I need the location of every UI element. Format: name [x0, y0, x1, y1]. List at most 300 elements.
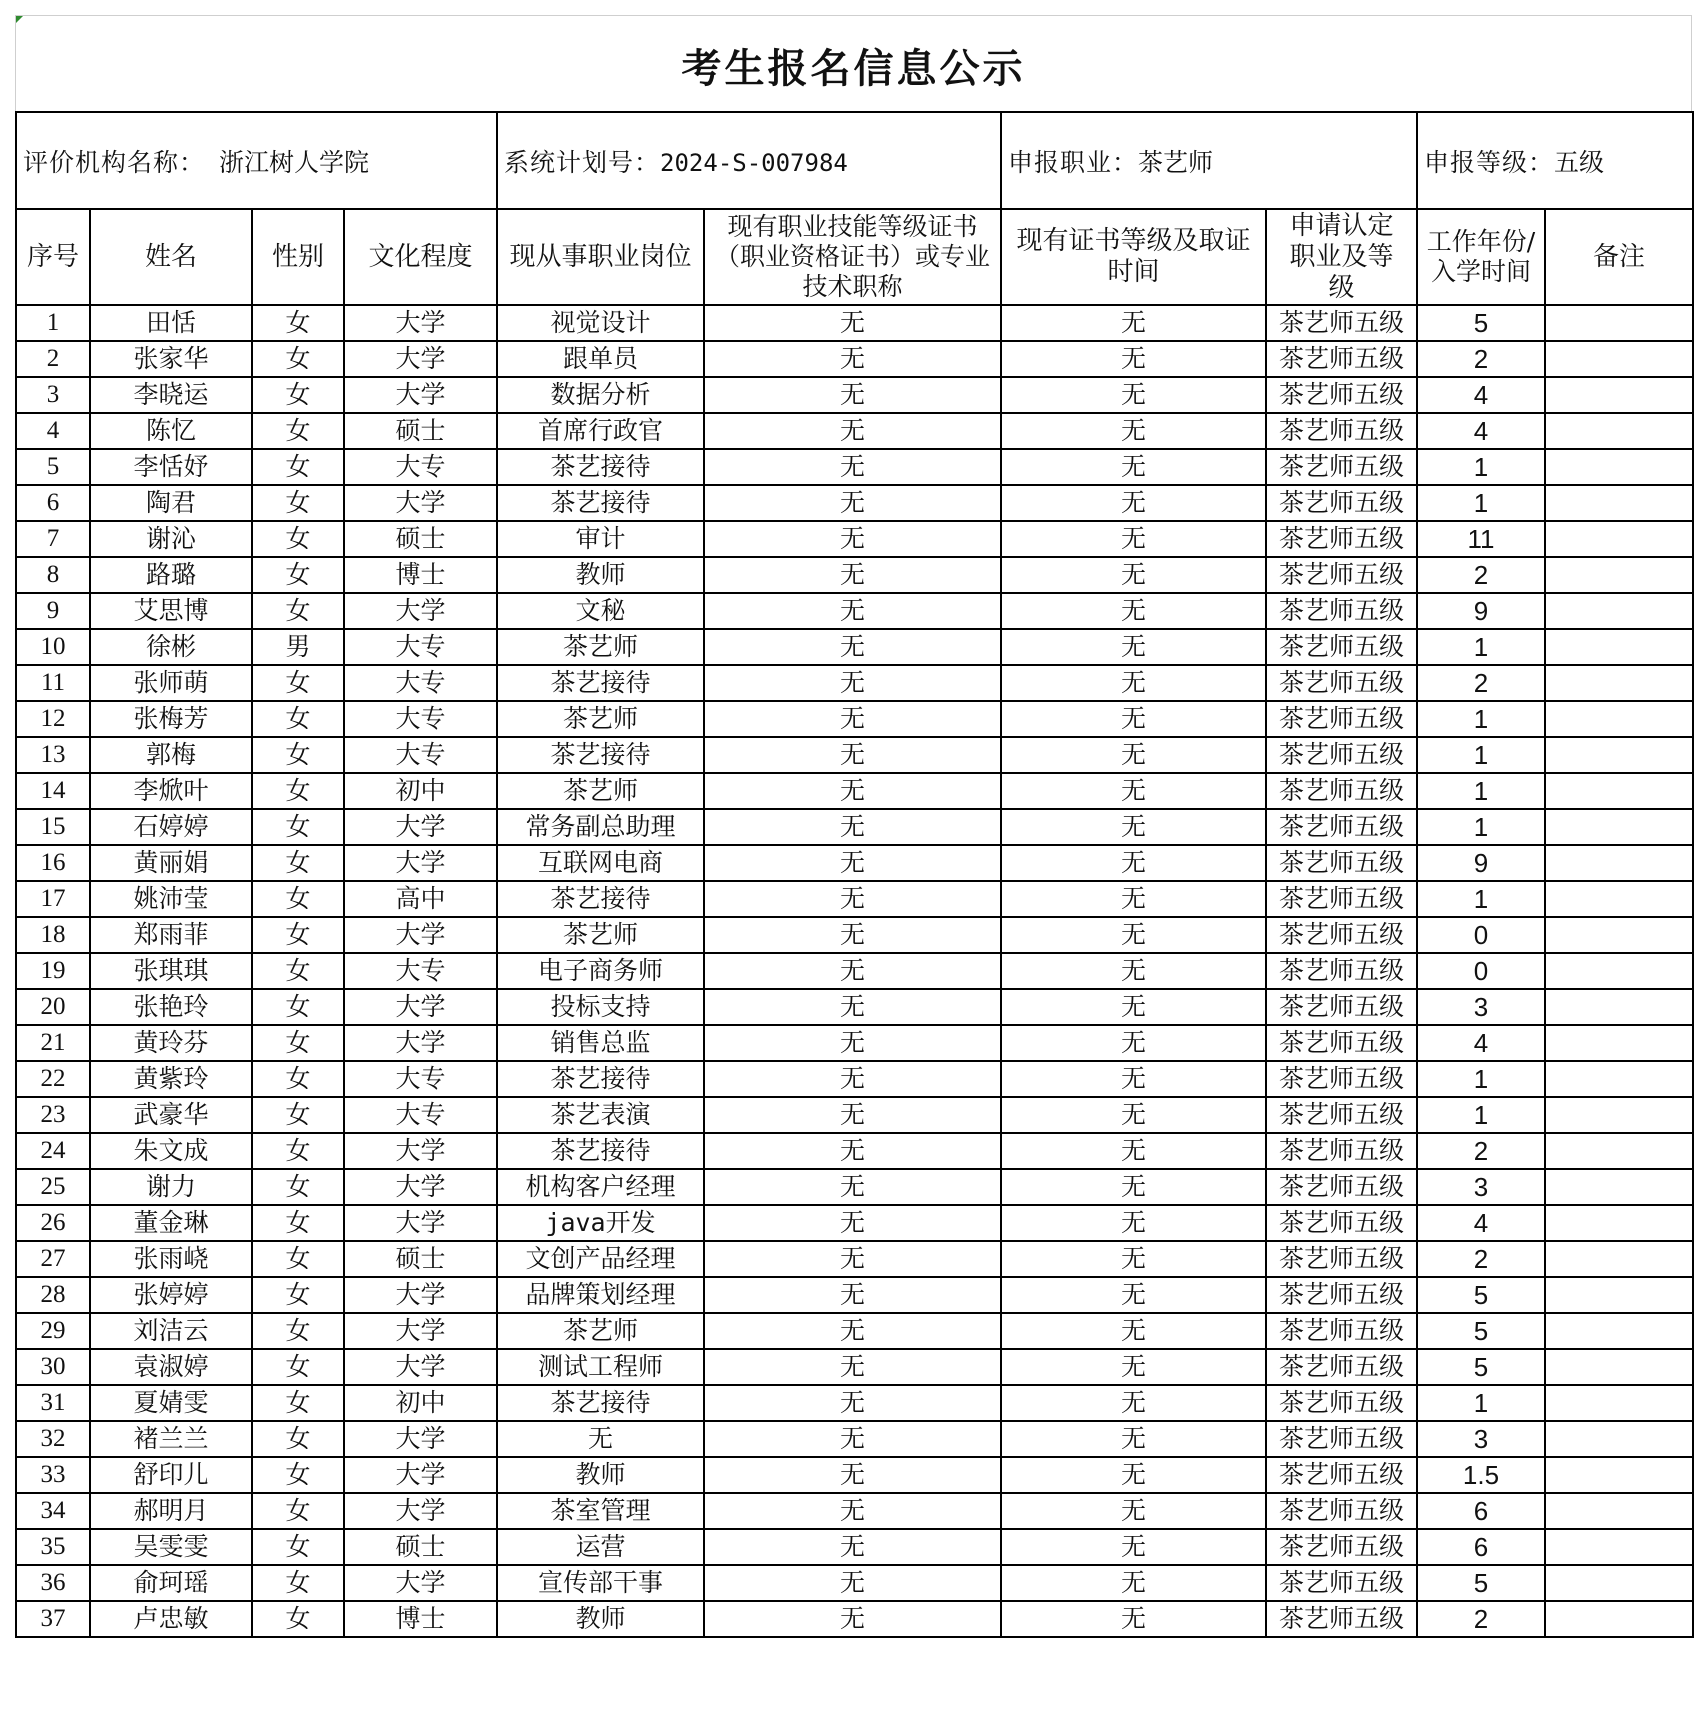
cell-name[interactable]: 谢力 [90, 1169, 252, 1205]
cell-years[interactable]: 1 [1417, 449, 1545, 485]
cell-cert[interactable]: 无 [704, 413, 1001, 449]
cell-cert-time[interactable]: 无 [1001, 1205, 1266, 1241]
cell-remark[interactable] [1545, 1601, 1693, 1637]
cell-gender[interactable]: 女 [252, 845, 344, 881]
cell-apply[interactable]: 茶艺师五级 [1266, 1349, 1417, 1385]
cell-position[interactable]: 文秘 [497, 593, 704, 629]
cell-name[interactable]: 张师萌 [90, 665, 252, 701]
cell-cert[interactable]: 无 [704, 1601, 1001, 1637]
cell-remark[interactable] [1545, 737, 1693, 773]
cell-name[interactable]: 刘洁云 [90, 1313, 252, 1349]
cell-education[interactable]: 大学 [344, 341, 497, 377]
cell-gender[interactable]: 女 [252, 1025, 344, 1061]
cell-cert[interactable]: 无 [704, 1205, 1001, 1241]
cell-position[interactable]: 茶艺师 [497, 629, 704, 665]
cell-remark[interactable] [1545, 1493, 1693, 1529]
col-seq[interactable]: 序号 [16, 209, 90, 305]
cell-gender[interactable]: 男 [252, 629, 344, 665]
cell-position[interactable]: 茶艺接待 [497, 449, 704, 485]
cell-years[interactable]: 2 [1417, 341, 1545, 377]
col-years[interactable]: 工作年份/入学时间 [1417, 209, 1545, 305]
cell-education[interactable]: 博士 [344, 1601, 497, 1637]
cell-years[interactable]: 6 [1417, 1529, 1545, 1565]
cell-education[interactable]: 大学 [344, 1313, 497, 1349]
cell-gender[interactable]: 女 [252, 737, 344, 773]
cell-education[interactable]: 大专 [344, 737, 497, 773]
cell-cert[interactable]: 无 [704, 629, 1001, 665]
cell-remark[interactable] [1545, 1241, 1693, 1277]
cell-gender[interactable]: 女 [252, 341, 344, 377]
cell-cert[interactable]: 无 [704, 1349, 1001, 1385]
cell-cert[interactable]: 无 [704, 485, 1001, 521]
cell-cert-time[interactable]: 无 [1001, 593, 1266, 629]
cell-position[interactable]: 茶艺接待 [497, 881, 704, 917]
cell-position[interactable]: 数据分析 [497, 377, 704, 413]
cell-position[interactable]: 茶艺接待 [497, 1385, 704, 1421]
cell-education[interactable]: 硕士 [344, 1529, 497, 1565]
cell-name[interactable]: 郑雨菲 [90, 917, 252, 953]
cell-position[interactable]: 茶艺师 [497, 773, 704, 809]
cell-cert-time[interactable]: 无 [1001, 341, 1266, 377]
cell-gender[interactable]: 女 [252, 1601, 344, 1637]
cell-education[interactable]: 大学 [344, 1565, 497, 1601]
cell-cert[interactable]: 无 [704, 341, 1001, 377]
cell-remark[interactable] [1545, 377, 1693, 413]
cell-cert-time[interactable]: 无 [1001, 1277, 1266, 1313]
cell-education[interactable]: 初中 [344, 773, 497, 809]
cell-remark[interactable] [1545, 1529, 1693, 1565]
cell-seq[interactable]: 17 [16, 881, 90, 917]
cell-seq[interactable]: 35 [16, 1529, 90, 1565]
cell-cert[interactable]: 无 [704, 773, 1001, 809]
cell-years[interactable]: 1 [1417, 737, 1545, 773]
cell-apply[interactable]: 茶艺师五级 [1266, 1061, 1417, 1097]
cell-gender[interactable]: 女 [252, 773, 344, 809]
cell-years[interactable]: 3 [1417, 989, 1545, 1025]
cell-seq[interactable]: 23 [16, 1097, 90, 1133]
cell-apply[interactable]: 茶艺师五级 [1266, 881, 1417, 917]
cell-apply[interactable]: 茶艺师五级 [1266, 521, 1417, 557]
cell-gender[interactable]: 女 [252, 1421, 344, 1457]
cell-position[interactable]: 运营 [497, 1529, 704, 1565]
cell-gender[interactable]: 女 [252, 953, 344, 989]
cell-gender[interactable]: 女 [252, 557, 344, 593]
col-education[interactable]: 文化程度 [344, 209, 497, 305]
cell-gender[interactable]: 女 [252, 1457, 344, 1493]
cell-apply[interactable]: 茶艺师五级 [1266, 593, 1417, 629]
cell-position[interactable]: 茶艺接待 [497, 485, 704, 521]
cell-cert-time[interactable]: 无 [1001, 845, 1266, 881]
cell-gender[interactable]: 女 [252, 1133, 344, 1169]
cell-position[interactable]: 视觉设计 [497, 305, 704, 341]
cell-gender[interactable]: 女 [252, 917, 344, 953]
cell-name[interactable]: 石婷婷 [90, 809, 252, 845]
cell-cert[interactable]: 无 [704, 989, 1001, 1025]
cell-apply[interactable]: 茶艺师五级 [1266, 1421, 1417, 1457]
cell-cert-time[interactable]: 无 [1001, 305, 1266, 341]
cell-cert[interactable]: 无 [704, 701, 1001, 737]
cell-seq[interactable]: 29 [16, 1313, 90, 1349]
cell-education[interactable]: 大专 [344, 701, 497, 737]
cell-name[interactable]: 艾思博 [90, 593, 252, 629]
cell-seq[interactable]: 21 [16, 1025, 90, 1061]
cell-education[interactable]: 大学 [344, 917, 497, 953]
cell-education[interactable]: 硕士 [344, 521, 497, 557]
cell-position[interactable]: 教师 [497, 557, 704, 593]
cell-apply[interactable]: 茶艺师五级 [1266, 557, 1417, 593]
cell-education[interactable]: 大专 [344, 1061, 497, 1097]
col-remark[interactable]: 备注 [1545, 209, 1693, 305]
cell-gender[interactable]: 女 [252, 989, 344, 1025]
cell-cert-time[interactable]: 无 [1001, 881, 1266, 917]
cell-cert-time[interactable]: 无 [1001, 1097, 1266, 1133]
cell-seq[interactable]: 24 [16, 1133, 90, 1169]
cell-apply[interactable]: 茶艺师五级 [1266, 1601, 1417, 1637]
cell-position[interactable]: 销售总监 [497, 1025, 704, 1061]
cell-gender[interactable]: 女 [252, 1385, 344, 1421]
cell-gender[interactable]: 女 [252, 593, 344, 629]
cell-seq[interactable]: 8 [16, 557, 90, 593]
cell-apply[interactable]: 茶艺师五级 [1266, 1493, 1417, 1529]
cell-position[interactable]: 茶艺接待 [497, 737, 704, 773]
cell-years[interactable]: 1 [1417, 1385, 1545, 1421]
cell-apply[interactable]: 茶艺师五级 [1266, 1313, 1417, 1349]
cell-cert-time[interactable]: 无 [1001, 773, 1266, 809]
cell-education[interactable]: 大学 [344, 1169, 497, 1205]
cell-cert-time[interactable]: 无 [1001, 737, 1266, 773]
cell-apply[interactable]: 茶艺师五级 [1266, 917, 1417, 953]
cell-years[interactable]: 1 [1417, 1061, 1545, 1097]
cell-seq[interactable]: 16 [16, 845, 90, 881]
cell-cert-time[interactable]: 无 [1001, 557, 1266, 593]
cell-seq[interactable]: 1 [16, 305, 90, 341]
cell-remark[interactable] [1545, 1133, 1693, 1169]
cell-apply[interactable]: 茶艺师五级 [1266, 1241, 1417, 1277]
cell-years[interactable]: 5 [1417, 305, 1545, 341]
cell-position[interactable]: 宣传部干事 [497, 1565, 704, 1601]
cell-cert-time[interactable]: 无 [1001, 449, 1266, 485]
cell-cert[interactable]: 无 [704, 1457, 1001, 1493]
cell-years[interactable]: 5 [1417, 1565, 1545, 1601]
cell-cert[interactable]: 无 [704, 593, 1001, 629]
cell-remark[interactable] [1545, 485, 1693, 521]
cell-apply[interactable]: 茶艺师五级 [1266, 809, 1417, 845]
cell-remark[interactable] [1545, 629, 1693, 665]
cell-name[interactable]: 郭梅 [90, 737, 252, 773]
cell-gender[interactable]: 女 [252, 1565, 344, 1601]
cell-remark[interactable] [1545, 1421, 1693, 1457]
cell-cert[interactable]: 无 [704, 737, 1001, 773]
cell-seq[interactable]: 32 [16, 1421, 90, 1457]
cell-gender[interactable]: 女 [252, 377, 344, 413]
cell-remark[interactable] [1545, 1385, 1693, 1421]
cell-years[interactable]: 5 [1417, 1349, 1545, 1385]
cell-name[interactable]: 李晓运 [90, 377, 252, 413]
cell-position[interactable]: 测试工程师 [497, 1349, 704, 1385]
cell-cert-time[interactable]: 无 [1001, 377, 1266, 413]
cell-education[interactable]: 硕士 [344, 413, 497, 449]
cell-remark[interactable] [1545, 557, 1693, 593]
cell-seq[interactable]: 22 [16, 1061, 90, 1097]
cell-education[interactable]: 博士 [344, 557, 497, 593]
cell-name[interactable]: 黄紫玲 [90, 1061, 252, 1097]
cell-apply[interactable]: 茶艺师五级 [1266, 845, 1417, 881]
cell-cert-time[interactable]: 无 [1001, 1457, 1266, 1493]
cell-remark[interactable] [1545, 1061, 1693, 1097]
cell-apply[interactable]: 茶艺师五级 [1266, 1133, 1417, 1169]
cell-name[interactable]: 朱文成 [90, 1133, 252, 1169]
cell-name[interactable]: 袁淑婷 [90, 1349, 252, 1385]
cell-education[interactable]: 大专 [344, 665, 497, 701]
cell-position[interactable]: 互联网电商 [497, 845, 704, 881]
cell-seq[interactable]: 14 [16, 773, 90, 809]
cell-cert-time[interactable]: 无 [1001, 1025, 1266, 1061]
cell-apply[interactable]: 茶艺师五级 [1266, 1385, 1417, 1421]
cell-cert-time[interactable]: 无 [1001, 1493, 1266, 1529]
cell-years[interactable]: 2 [1417, 1133, 1545, 1169]
cell-gender[interactable]: 女 [252, 485, 344, 521]
cell-position[interactable]: 茶艺接待 [497, 665, 704, 701]
cell-seq[interactable]: 15 [16, 809, 90, 845]
cell-position[interactable]: 电子商务师 [497, 953, 704, 989]
cell-years[interactable]: 0 [1417, 953, 1545, 989]
cell-remark[interactable] [1545, 1169, 1693, 1205]
cell-cert-time[interactable]: 无 [1001, 1169, 1266, 1205]
cell-seq[interactable]: 31 [16, 1385, 90, 1421]
cell-gender[interactable]: 女 [252, 1529, 344, 1565]
cell-years[interactable]: 1 [1417, 485, 1545, 521]
cell-remark[interactable] [1545, 1277, 1693, 1313]
cell-seq[interactable]: 25 [16, 1169, 90, 1205]
col-position[interactable]: 现从事职业岗位 [497, 209, 704, 305]
cell-cert-time[interactable]: 无 [1001, 1385, 1266, 1421]
cell-years[interactable]: 1 [1417, 881, 1545, 917]
cell-education[interactable]: 大专 [344, 629, 497, 665]
cell-cert-time[interactable]: 无 [1001, 485, 1266, 521]
cell-education[interactable]: 大学 [344, 1133, 497, 1169]
cell-remark[interactable] [1545, 521, 1693, 557]
cell-education[interactable]: 大学 [344, 485, 497, 521]
cell-position[interactable]: java开发 [497, 1205, 704, 1241]
cell-remark[interactable] [1545, 341, 1693, 377]
cell-years[interactable]: 3 [1417, 1169, 1545, 1205]
cell-cert[interactable]: 无 [704, 377, 1001, 413]
cell-cert[interactable]: 无 [704, 1313, 1001, 1349]
cell-seq[interactable]: 33 [16, 1457, 90, 1493]
cell-seq[interactable]: 11 [16, 665, 90, 701]
cell-apply[interactable]: 茶艺师五级 [1266, 1097, 1417, 1133]
cell-remark[interactable] [1545, 1313, 1693, 1349]
cell-gender[interactable]: 女 [252, 881, 344, 917]
cell-education[interactable]: 高中 [344, 881, 497, 917]
plan-cell[interactable] [497, 112, 1001, 209]
cell-name[interactable]: 陈忆 [90, 413, 252, 449]
cell-cert[interactable]: 无 [704, 1097, 1001, 1133]
cell-remark[interactable] [1545, 1457, 1693, 1493]
cell-gender[interactable]: 女 [252, 305, 344, 341]
cell-seq[interactable]: 13 [16, 737, 90, 773]
cell-seq[interactable]: 10 [16, 629, 90, 665]
cell-cert-time[interactable]: 无 [1001, 1601, 1266, 1637]
cell-name[interactable]: 徐彬 [90, 629, 252, 665]
cell-cert[interactable]: 无 [704, 521, 1001, 557]
cell-cert[interactable]: 无 [704, 1277, 1001, 1313]
cell-years[interactable]: 5 [1417, 1313, 1545, 1349]
cell-remark[interactable] [1545, 665, 1693, 701]
cell-apply[interactable]: 茶艺师五级 [1266, 701, 1417, 737]
cell-seq[interactable]: 19 [16, 953, 90, 989]
cell-position[interactable]: 教师 [497, 1457, 704, 1493]
cell-seq[interactable]: 7 [16, 521, 90, 557]
cell-cert-time[interactable]: 无 [1001, 413, 1266, 449]
cell-education[interactable]: 硕士 [344, 1241, 497, 1277]
cell-remark[interactable] [1545, 413, 1693, 449]
cell-seq[interactable]: 26 [16, 1205, 90, 1241]
cell-cert-time[interactable]: 无 [1001, 989, 1266, 1025]
cell-cert-time[interactable]: 无 [1001, 1565, 1266, 1601]
cell-name[interactable]: 张艳玲 [90, 989, 252, 1025]
cell-gender[interactable]: 女 [252, 1205, 344, 1241]
cell-position[interactable]: 跟单员 [497, 341, 704, 377]
cell-name[interactable]: 俞珂瑶 [90, 1565, 252, 1601]
cell-name[interactable]: 郝明月 [90, 1493, 252, 1529]
cell-cert[interactable]: 无 [704, 1493, 1001, 1529]
cell-remark[interactable] [1545, 701, 1693, 737]
cell-name[interactable]: 吴雯雯 [90, 1529, 252, 1565]
cell-remark[interactable] [1545, 1565, 1693, 1601]
cell-seq[interactable]: 30 [16, 1349, 90, 1385]
cell-gender[interactable]: 女 [252, 665, 344, 701]
cell-cert[interactable]: 无 [704, 1385, 1001, 1421]
cell-education[interactable]: 大学 [344, 1277, 497, 1313]
cell-position[interactable]: 茶艺师 [497, 1313, 704, 1349]
cell-years[interactable]: 11 [1417, 521, 1545, 557]
cell-gender[interactable]: 女 [252, 521, 344, 557]
cell-cert-time[interactable]: 无 [1001, 953, 1266, 989]
cell-position[interactable]: 茶艺师 [497, 917, 704, 953]
cell-apply[interactable]: 茶艺师五级 [1266, 1565, 1417, 1601]
cell-cert[interactable]: 无 [704, 953, 1001, 989]
cell-apply[interactable]: 茶艺师五级 [1266, 305, 1417, 341]
cell-years[interactable]: 2 [1417, 665, 1545, 701]
cell-gender[interactable]: 女 [252, 809, 344, 845]
cell-position[interactable]: 茶艺师 [497, 701, 704, 737]
cell-years[interactable]: 6 [1417, 1493, 1545, 1529]
cell-years[interactable]: 4 [1417, 1025, 1545, 1061]
cell-gender[interactable]: 女 [252, 1277, 344, 1313]
cell-remark[interactable] [1545, 593, 1693, 629]
cell-name[interactable]: 张婷婷 [90, 1277, 252, 1313]
col-apply[interactable]: 申请认定职业及等级 [1266, 209, 1417, 305]
cell-remark[interactable] [1545, 953, 1693, 989]
cell-name[interactable]: 张琪琪 [90, 953, 252, 989]
cell-gender[interactable]: 女 [252, 413, 344, 449]
cell-years[interactable]: 9 [1417, 845, 1545, 881]
cell-apply[interactable]: 茶艺师五级 [1266, 953, 1417, 989]
level-cell[interactable] [1417, 112, 1693, 209]
cell-remark[interactable] [1545, 989, 1693, 1025]
cell-remark[interactable] [1545, 809, 1693, 845]
cell-apply[interactable]: 茶艺师五级 [1266, 1529, 1417, 1565]
cell-apply[interactable]: 茶艺师五级 [1266, 449, 1417, 485]
cell-name[interactable]: 路璐 [90, 557, 252, 593]
cell-seq[interactable]: 20 [16, 989, 90, 1025]
cell-years[interactable]: 1 [1417, 701, 1545, 737]
cell-position[interactable]: 投标支持 [497, 989, 704, 1025]
cell-seq[interactable]: 5 [16, 449, 90, 485]
cell-cert[interactable]: 无 [704, 557, 1001, 593]
cell-cert-time[interactable]: 无 [1001, 1061, 1266, 1097]
cell-cert[interactable]: 无 [704, 1133, 1001, 1169]
cell-cert[interactable]: 无 [704, 1421, 1001, 1457]
cell-apply[interactable]: 茶艺师五级 [1266, 773, 1417, 809]
cell-name[interactable]: 田恬 [90, 305, 252, 341]
cell-cert[interactable]: 无 [704, 1529, 1001, 1565]
cell-seq[interactable]: 37 [16, 1601, 90, 1637]
cell-remark[interactable] [1545, 305, 1693, 341]
cell-education[interactable]: 大学 [344, 1205, 497, 1241]
cell-apply[interactable]: 茶艺师五级 [1266, 665, 1417, 701]
cell-seq[interactable]: 27 [16, 1241, 90, 1277]
cell-cert[interactable]: 无 [704, 665, 1001, 701]
cell-name[interactable]: 李恬妤 [90, 449, 252, 485]
cell-seq[interactable]: 36 [16, 1565, 90, 1601]
cell-name[interactable]: 黄丽娟 [90, 845, 252, 881]
cell-years[interactable]: 4 [1417, 1205, 1545, 1241]
cell-gender[interactable]: 女 [252, 1493, 344, 1529]
cell-position[interactable]: 首席行政官 [497, 413, 704, 449]
cell-cert-time[interactable]: 无 [1001, 1529, 1266, 1565]
cell-years[interactable]: 1 [1417, 1097, 1545, 1133]
cell-position[interactable]: 茶艺接待 [497, 1061, 704, 1097]
cell-seq[interactable]: 28 [16, 1277, 90, 1313]
cell-apply[interactable]: 茶艺师五级 [1266, 485, 1417, 521]
cell-seq[interactable]: 34 [16, 1493, 90, 1529]
cell-education[interactable]: 大专 [344, 449, 497, 485]
cell-cert-time[interactable]: 无 [1001, 1241, 1266, 1277]
cell-cert[interactable]: 无 [704, 917, 1001, 953]
cell-remark[interactable] [1545, 845, 1693, 881]
cell-position[interactable]: 茶室管理 [497, 1493, 704, 1529]
cell-remark[interactable] [1545, 1025, 1693, 1061]
cell-seq[interactable]: 3 [16, 377, 90, 413]
cell-cert-time[interactable]: 无 [1001, 917, 1266, 953]
cell-years[interactable]: 0 [1417, 917, 1545, 953]
cell-cert-time[interactable]: 无 [1001, 629, 1266, 665]
cell-position[interactable]: 茶艺接待 [497, 1133, 704, 1169]
cell-seq[interactable]: 9 [16, 593, 90, 629]
cell-years[interactable]: 9 [1417, 593, 1545, 629]
cell-seq[interactable]: 12 [16, 701, 90, 737]
cell-years[interactable]: 2 [1417, 557, 1545, 593]
cell-cert-time[interactable]: 无 [1001, 1133, 1266, 1169]
cell-apply[interactable]: 茶艺师五级 [1266, 377, 1417, 413]
cell-name[interactable]: 李焮叶 [90, 773, 252, 809]
cell-remark[interactable] [1545, 1097, 1693, 1133]
cell-years[interactable]: 1 [1417, 629, 1545, 665]
cell-years[interactable]: 1 [1417, 809, 1545, 845]
cell-gender[interactable]: 女 [252, 1097, 344, 1133]
cell-remark[interactable] [1545, 1349, 1693, 1385]
cell-years[interactable]: 2 [1417, 1241, 1545, 1277]
cell-position[interactable]: 无 [497, 1421, 704, 1457]
cell-education[interactable]: 大学 [344, 1457, 497, 1493]
cell-education[interactable]: 大专 [344, 953, 497, 989]
cell-cert[interactable]: 无 [704, 809, 1001, 845]
cell-apply[interactable]: 茶艺师五级 [1266, 1457, 1417, 1493]
cell-cert-time[interactable]: 无 [1001, 701, 1266, 737]
cell-apply[interactable]: 茶艺师五级 [1266, 413, 1417, 449]
